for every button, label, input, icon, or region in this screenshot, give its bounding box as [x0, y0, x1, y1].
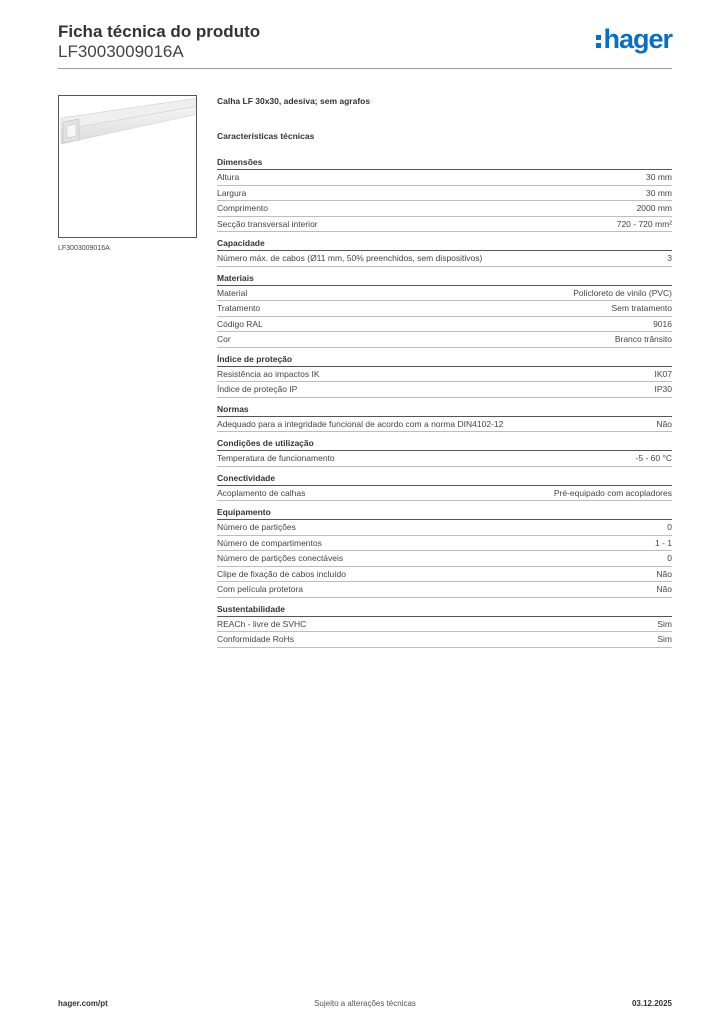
spec-label: Temperatura de funcionamento	[217, 453, 335, 463]
spec-label: Número máx. de cabos (Ø11 mm, 50% preenchidos, sem dispositivos)	[217, 253, 483, 263]
spec-label: Cor	[217, 334, 231, 344]
spec-row	[217, 451, 672, 467]
spec-value: Pré-equipado com acopladores	[553, 487, 672, 498]
spec-value: Sim	[657, 618, 672, 629]
spec-value: 3	[667, 253, 672, 263]
spec-section	[217, 157, 672, 232]
spec-value: Não	[656, 418, 672, 429]
spec-content	[217, 96, 672, 654]
spec-row	[217, 617, 672, 633]
section-title: Dimensões	[217, 157, 672, 170]
spec-value: Sem tratamento	[611, 303, 672, 313]
spec-row	[217, 486, 672, 502]
spec-row	[217, 317, 672, 333]
spec-value: IK07	[654, 368, 672, 379]
spec-value: 30 mm	[646, 187, 672, 198]
spec-label: Número de partições conectáveis	[217, 553, 344, 563]
spec-section	[217, 273, 672, 348]
technical-characteristics-heading: Características técnicas	[217, 131, 315, 141]
spec-value: 1 - 1	[654, 537, 672, 548]
spec-section	[217, 507, 672, 598]
section-title: Índice de proteção	[217, 354, 672, 367]
spec-label: Resistência ao impactos IK	[217, 368, 320, 379]
spec-label: Clipe de fixação de cabos incluído	[217, 568, 346, 579]
section-title: Conectividade	[217, 473, 672, 486]
spec-label: Altura	[217, 172, 240, 182]
section-title: Capacidade	[217, 238, 672, 251]
section-title: Normas	[217, 404, 672, 417]
section-title: Materiais	[217, 273, 672, 286]
spec-row	[217, 301, 672, 317]
product-description: Calha LF 30x30, adesiva; sem agrafos	[217, 96, 371, 106]
spec-sections	[217, 157, 672, 648]
spec-label: Número de partições	[217, 522, 296, 532]
spec-section	[217, 473, 672, 502]
spec-label: REACh - livre de SVHC	[217, 618, 307, 629]
spec-row	[217, 217, 672, 233]
spec-label: Material	[217, 287, 248, 298]
spec-row	[217, 286, 672, 302]
spec-row	[217, 367, 672, 383]
spec-value: 0	[667, 553, 672, 563]
image-caption: LF3003009016A	[58, 245, 110, 252]
logo-text: hager	[603, 24, 672, 54]
spec-value: Policloreto de vinilo (PVC)	[573, 287, 672, 298]
spec-label: Número de compartimentos	[217, 537, 322, 548]
spec-row	[217, 632, 672, 648]
footer-date: 03.12.2025	[631, 999, 672, 1008]
spec-label: Comprimento	[217, 203, 269, 213]
product-code: LF3003009016A	[58, 42, 184, 61]
logo-dots-icon	[596, 35, 601, 48]
spec-label: Código RAL	[217, 318, 263, 329]
spec-row	[217, 186, 672, 202]
spec-label: Largura	[217, 187, 247, 198]
section-title: Condições de utilização	[217, 438, 672, 451]
footer-website: hager.com/pt	[58, 999, 108, 1008]
spec-label: Índice de proteção IP	[217, 384, 298, 394]
page-header	[58, 20, 672, 70]
section-title: Equipamento	[217, 507, 672, 520]
spec-row	[217, 382, 672, 398]
hager-logo	[596, 26, 672, 53]
cable-trunking-illustration	[59, 96, 197, 238]
spec-row	[217, 170, 672, 186]
spec-row	[217, 551, 672, 567]
spec-value: Não	[656, 584, 672, 594]
spec-value: 9016	[653, 318, 672, 329]
spec-label: Adequado para a integridade funcional de acordo com a norma DIN4102-12	[217, 418, 504, 429]
spec-value: 0	[667, 522, 672, 532]
spec-row	[217, 536, 672, 552]
spec-row	[217, 201, 672, 217]
spec-value: IP30	[654, 384, 672, 394]
section-title: Sustentabilidade	[217, 604, 672, 617]
spec-row	[217, 332, 672, 348]
spec-row	[217, 567, 672, 583]
spec-value: Sim	[657, 634, 672, 644]
spec-label: Acoplamento de calhas	[217, 487, 306, 498]
spec-value: -5 - 60 °C	[635, 453, 672, 463]
spec-value: Não	[656, 568, 672, 579]
spec-label: Conformidade RoHs	[217, 634, 295, 644]
spec-label: Tratamento	[217, 303, 261, 313]
spec-value: 2000 mm	[636, 203, 672, 213]
spec-section	[217, 404, 672, 433]
spec-value: 30 mm	[646, 172, 672, 182]
spec-section	[217, 604, 672, 648]
spec-section	[217, 438, 672, 467]
spec-label: Secção transversal interior	[217, 218, 318, 229]
spec-row	[217, 582, 672, 598]
spec-section	[217, 354, 672, 398]
spec-value: 720 - 720 mm²	[616, 218, 672, 229]
spec-section	[217, 238, 672, 267]
product-image	[58, 95, 197, 238]
spec-row	[217, 251, 672, 267]
spec-row	[217, 417, 672, 433]
document-title: Ficha técnica do produto	[58, 22, 261, 41]
header-divider	[58, 68, 672, 69]
spec-row	[217, 520, 672, 536]
spec-value: Branco trânsito	[614, 334, 672, 344]
footer-notice: Sujeito a alterações técnicas	[314, 999, 416, 1008]
spec-label: Com película protetora	[217, 584, 303, 594]
